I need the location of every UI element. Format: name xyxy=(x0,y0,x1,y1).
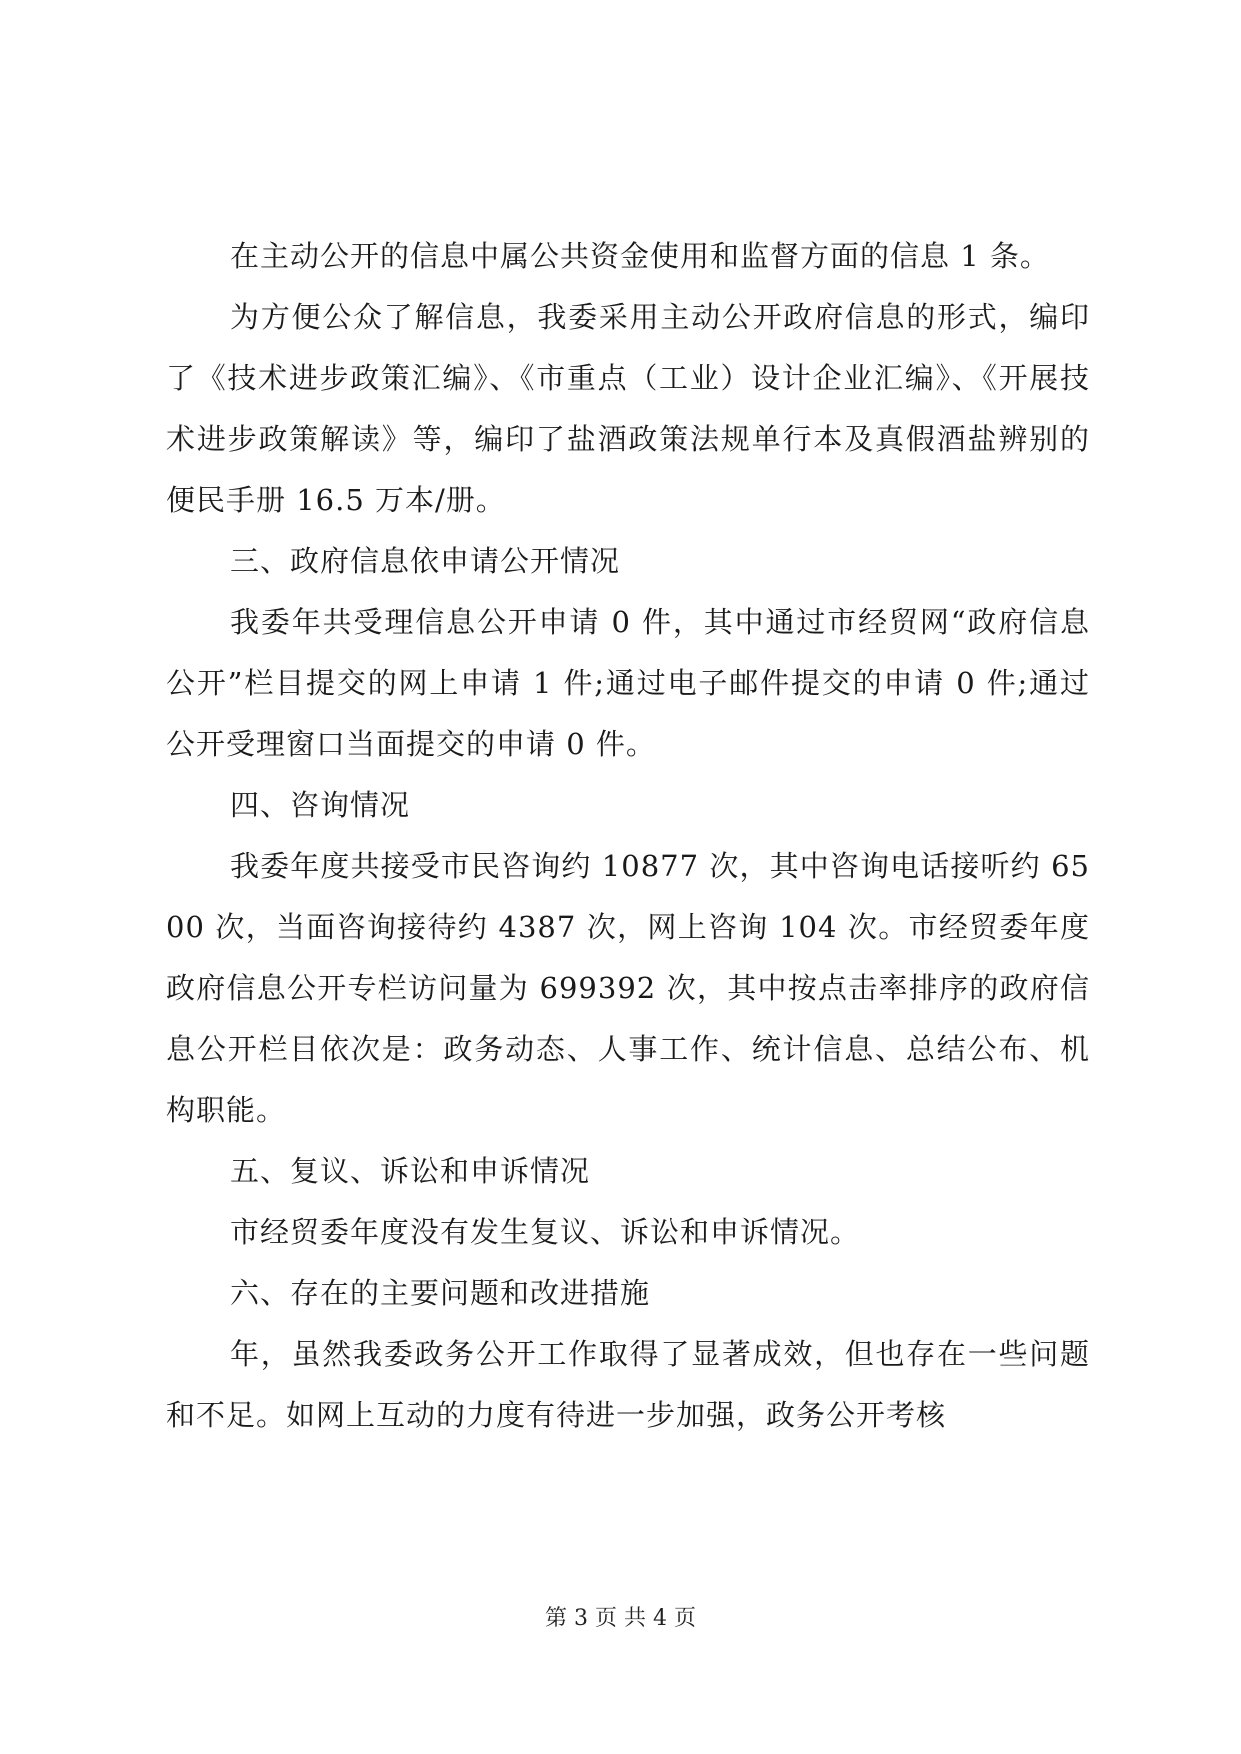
paragraph-problems: 年，虽然我委政务公开工作取得了显著成效，但也存在一些问题和不足。如网上互动的力度有待进一步加强，政务公开考核 xyxy=(166,1337,1090,1432)
paragraph-public-funds-info: 在主动公开的信息中属公共资金使用和监督方面的信息 1 条。 xyxy=(230,239,1050,273)
page-number-footer: 第 3 页 共 4 页 xyxy=(545,1606,696,1631)
section-heading-5: 五、复议、诉讼和申诉情况 xyxy=(230,1154,591,1188)
section-heading-3: 三、政府信息依申请公开情况 xyxy=(230,544,621,578)
section-heading-4: 四、咨询情况 xyxy=(230,788,411,822)
paragraph-applications: 我委年共受理信息公开申请 0 件，其中通过市经贸网“政府信息公开”栏目提交的网上申请 1 件;通过电子邮件提交的申请 0 件;通过公开受理窗口当面提交的申请 0 件。 xyxy=(166,605,1090,761)
paragraph-consultations: 我委年度共接受市民咨询约 10877 次，其中咨询电话接听约 6500 次，当面咨询接待约 4387 次，网上咨询 104 次。市经贸委年度政府信息公开专栏访问量为 699392 次，其中按点击率排序的政府信息公开栏目依次是：政务动态、人事工作、统计信息、总结公布、机构职能。 xyxy=(166,849,1090,1127)
document-body xyxy=(166,226,1090,1446)
paragraph-publications: 为方便公众了解信息，我委采用主动公开政府信息的形式，编印了《技术进步政策汇编》、《市重点（工业）设计企业汇编》、《开展技术进步政策解读》等，编印了盐酒政策法规单行本及真假酒盐辨别的便民手册 16.5 万本/册。 xyxy=(166,300,1090,517)
section-heading-6: 六、存在的主要问题和改进措施 xyxy=(230,1276,651,1310)
paragraph-review-litigation: 市经贸委年度没有发生复议、诉讼和申诉情况。 xyxy=(230,1215,861,1249)
